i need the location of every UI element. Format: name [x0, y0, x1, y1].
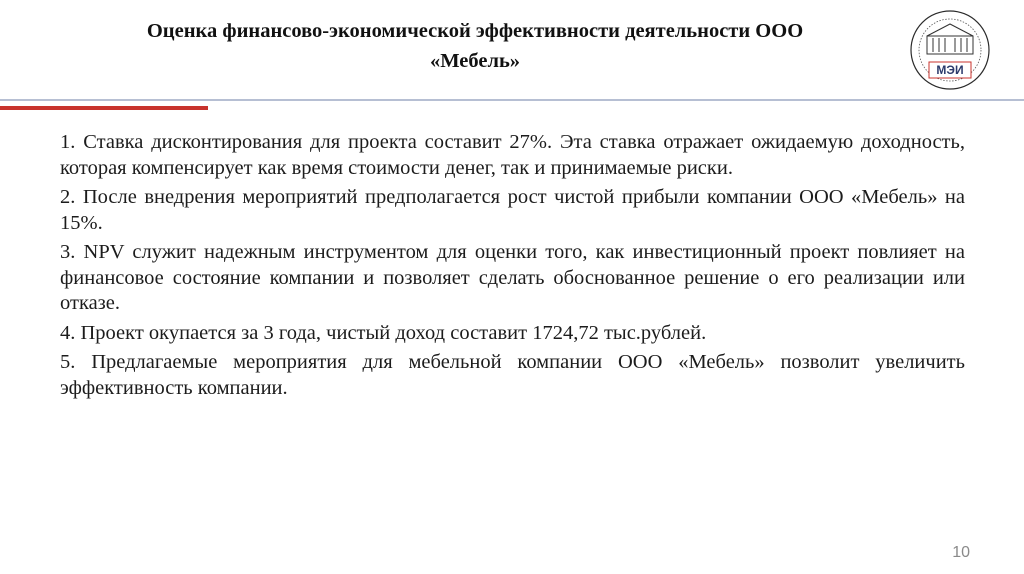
header-accent-red: [0, 106, 208, 110]
paragraph-4: 4. Проект окупается за 3 года, чистый доход составит 1724,72 тыс.рублей.: [60, 321, 707, 344]
title-line-2: «Мебель»: [429, 50, 521, 72]
title-line-1: Оценка финансово-экономической эффективности деятельности ООО: [146, 20, 804, 42]
paragraph-3: 3. NPV служит надежным инструментом для оценки того, как инвестиционный проект повлияет на финансовое состояние компании и позволяет сделать обоснованное решение о его реализации или отказе.: [60, 241, 965, 314]
header-divider-blue: [0, 99, 1024, 101]
paragraph-1: 1. Ставка дисконтирования для проекта составит 27%. Эта ставка отражает ожидаемую доходность, которая компенсирует как время стоимости денег, так и принимаемые риски.: [60, 131, 965, 179]
page-number: 10: [952, 544, 970, 561]
paragraph-2: 2. После внедрения мероприятий предполагается рост чистой прибыли компании ООО «Мебель» на 15%.: [60, 186, 965, 234]
slide-title: [40, 16, 910, 76]
slide-body: [60, 130, 965, 405]
paragraph-5: 5. Предлагаемые мероприятия для мебельной компании ООО «Мебель» позволит увеличить эффективность компании.: [60, 351, 965, 399]
university-emblem-icon: [905, 8, 995, 92]
logo-text: МЭИ: [936, 63, 964, 77]
